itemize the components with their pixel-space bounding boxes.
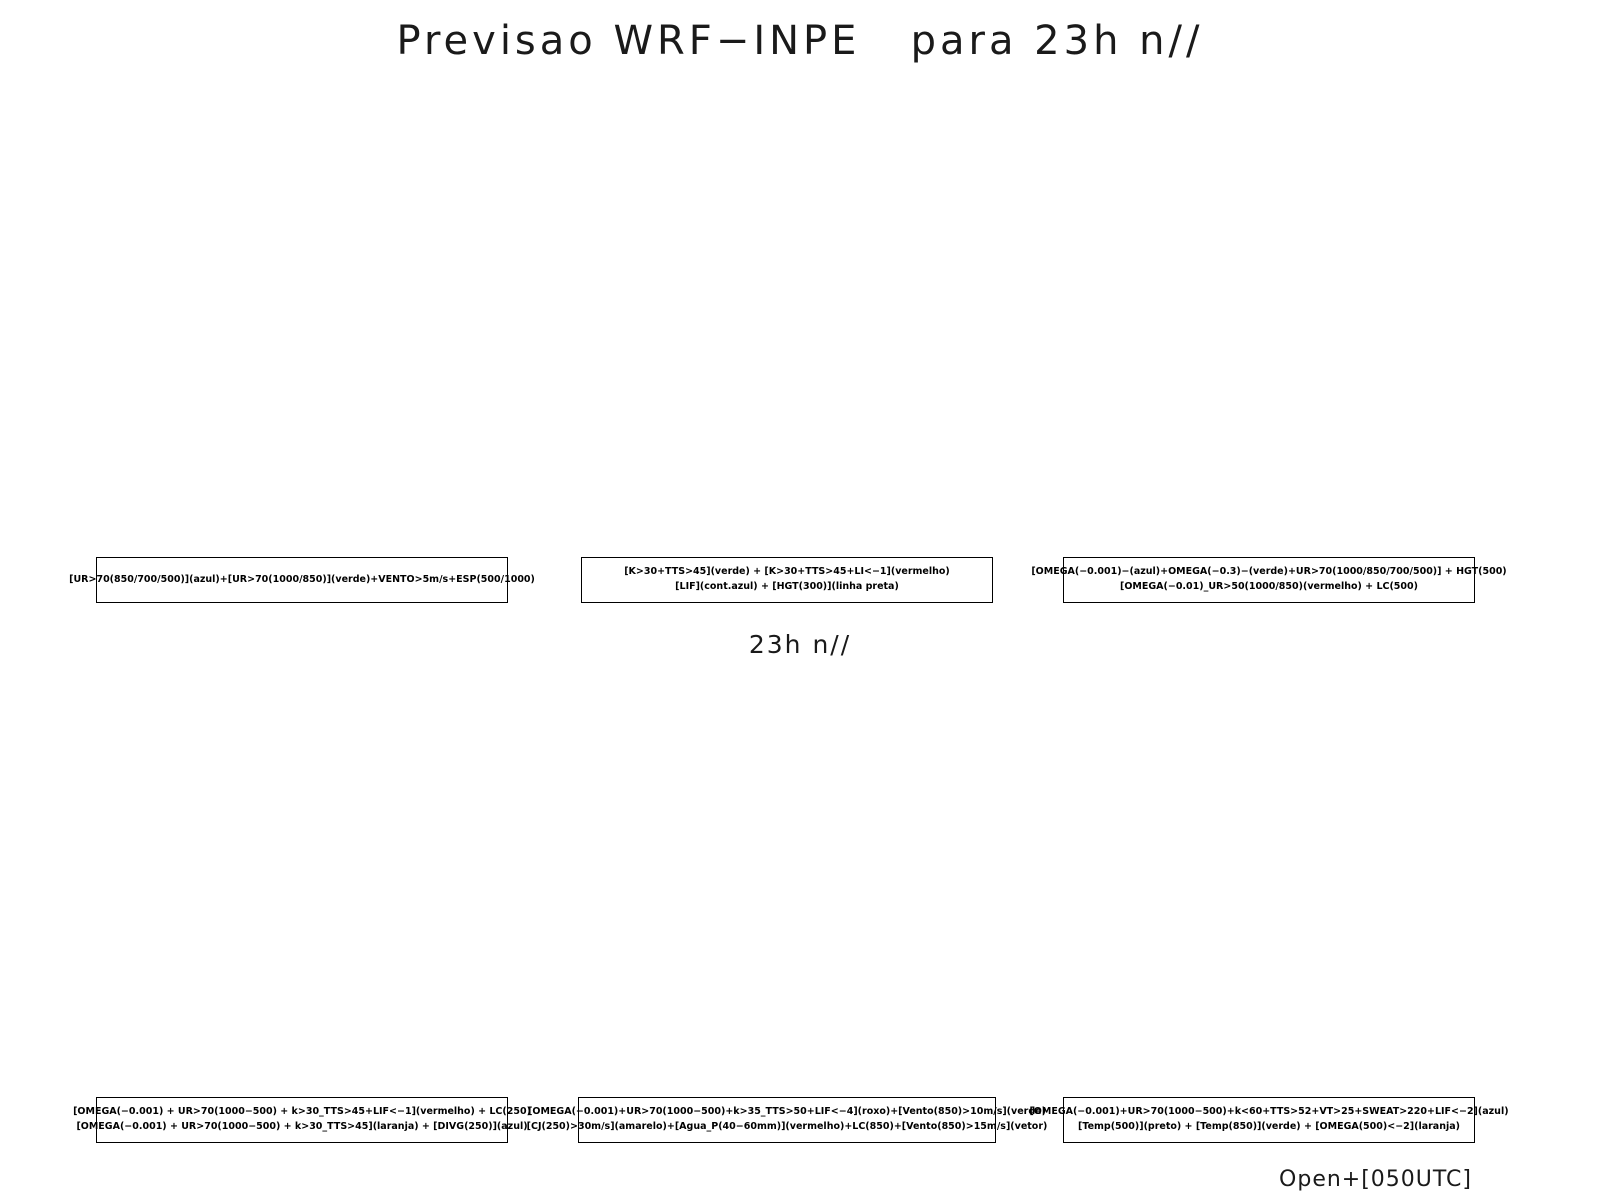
legend-line: [CJ(250)>30m/s](amarelo)+[Agua_P(40−60mm)](vermelho)+LC(850)+[Vento(850)>15m/s](vetor) [526,1121,1048,1132]
map-panel-upper-right [1063,95,1475,550]
map-panel-lower-center [578,672,996,1090]
middle-caption: 23h n// [748,630,852,659]
legend-box-lower-right [1029,1097,1509,1143]
legend-line: [UR>70(850/700/500)](azul)+[UR>70(1000/850)](verde)+VENTO>5m/s+ESP(500/1000) [69,573,535,585]
legend-box-upper-right [1031,557,1507,603]
legend-line: [OMEGA(−0.001) + UR>70(1000−500) + k>30_TTS>45+LIF<−1](vermelho) + LC(250) [73,1106,531,1118]
map-panel-lower-left [96,672,508,1090]
legend-box-upper-center [581,557,993,603]
page-title: Previsao WRF−INPE para 23h n// [396,18,1204,64]
legend-line: [LIF](cont.azul) + [HGT(300)](linha preta) [675,581,899,592]
map-panel-lower-right [1063,672,1475,1090]
legend-box-lower-left [73,1097,531,1143]
map-panel-upper-left [96,95,508,550]
map-panel-upper-center [581,95,993,550]
legend-box-upper-left [69,557,535,603]
legend-line: [OMEGA(−0.01)_UR>50(1000/850)(vermelho) + LC(500) [1120,581,1418,592]
corner-caption: Open+[050UTC] [1279,1167,1472,1192]
legend-line: [OMEGA(−0.001)+UR>70(1000−500)+k<60+TTS>52+VT>25+SWEAT>220+LIF<−2](azul) [1029,1106,1509,1118]
legend-line: [K>30+TTS>45](verde) + [K>30+TTS>45+LI<−1](vermelho) [624,566,950,578]
legend-line: [OMEGA(−0.001)−(azul)+OMEGA(−0.3)−(verde)+UR>70(1000/850/700/500)] + HGT(500) [1031,566,1507,578]
legend-box-lower-center [526,1097,1048,1143]
legend-line: [OMEGA(−0.001) + UR>70(1000−500) + k>30_TTS>45](laranja) + [DIVG(250)](azul) [76,1121,528,1132]
legend-line: [Temp(500)](preto) + [Temp(850)](verde) + [OMEGA(500)<−2](laranja) [1078,1121,1460,1132]
legend-line: [OMEGA(−0.001)+UR>70(1000−500)+k>35_TTS>50+LIF<−4](roxo)+[Vento(850)>10m/s](verde) [528,1106,1046,1118]
